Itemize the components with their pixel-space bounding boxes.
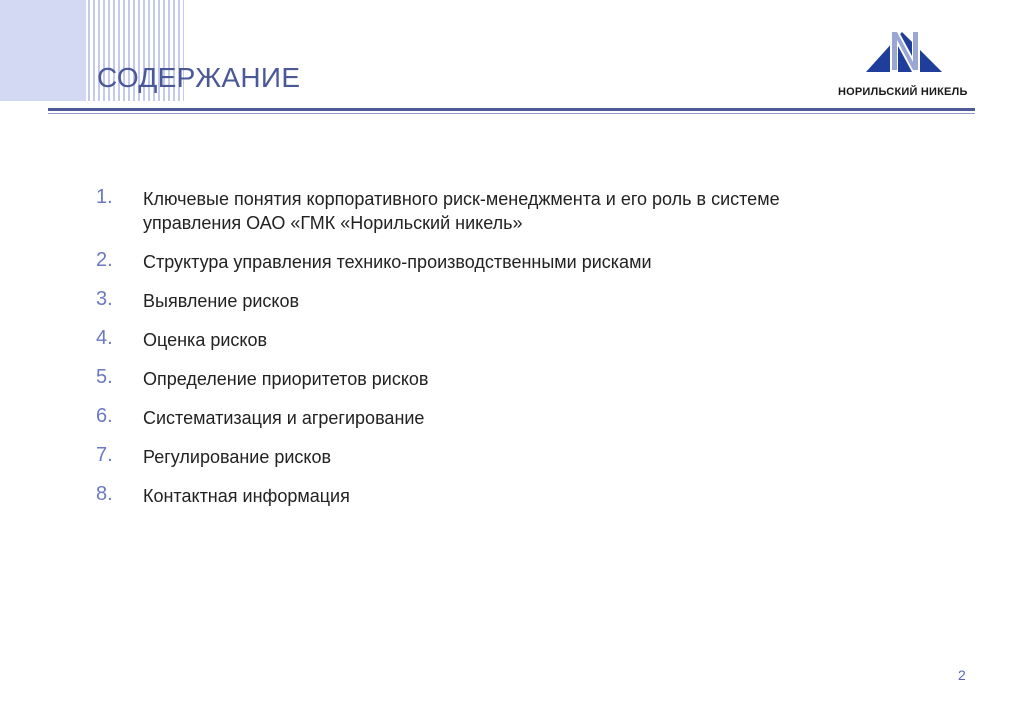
item-text: Регулирование рисков bbox=[143, 447, 332, 467]
contents-item-2 bbox=[96, 248, 856, 274]
item-text: Ключевые понятия корпоративного риск-менеджмента и его роль в системе управления ОАО «ГМК «Норильский никель» bbox=[143, 189, 780, 233]
contents-item-5 bbox=[96, 365, 856, 391]
item-text: Оценка рисков bbox=[143, 330, 268, 350]
item-number: 8. bbox=[96, 483, 113, 505]
contents-item-1 bbox=[96, 185, 856, 235]
contents-item-4 bbox=[96, 326, 856, 352]
header-rule-thick bbox=[48, 108, 975, 111]
company-name: НОРИЛЬСКИЙ НИКЕЛЬ bbox=[838, 86, 968, 98]
header-corner-block bbox=[0, 0, 86, 101]
norilsk-nickel-logo-icon bbox=[866, 28, 944, 74]
item-number: 7. bbox=[96, 444, 113, 466]
slide-title: СОДЕРЖАНИЕ bbox=[97, 62, 301, 93]
item-number: 4. bbox=[96, 327, 113, 349]
page-number: 2 bbox=[958, 667, 966, 683]
item-text: Структура управления технико-производственными рисками bbox=[143, 252, 652, 272]
contents-item-3 bbox=[96, 287, 856, 313]
item-text: Выявление рисков bbox=[143, 291, 300, 311]
item-number: 5. bbox=[96, 366, 113, 388]
header-rule-thin bbox=[48, 113, 975, 114]
contents-item-8 bbox=[96, 482, 856, 508]
company-logo bbox=[838, 28, 980, 100]
contents-list bbox=[96, 185, 856, 521]
item-text: Систематизация и агрегирование bbox=[143, 408, 425, 428]
item-number: 1. bbox=[96, 186, 113, 208]
contents-item-6 bbox=[96, 404, 856, 430]
item-number: 6. bbox=[96, 405, 113, 427]
contents-item-7 bbox=[96, 443, 856, 469]
item-text: Контактная информация bbox=[143, 486, 350, 506]
item-number: 2. bbox=[96, 249, 113, 271]
item-number: 3. bbox=[96, 288, 113, 310]
item-text: Определение приоритетов рисков bbox=[143, 369, 429, 389]
